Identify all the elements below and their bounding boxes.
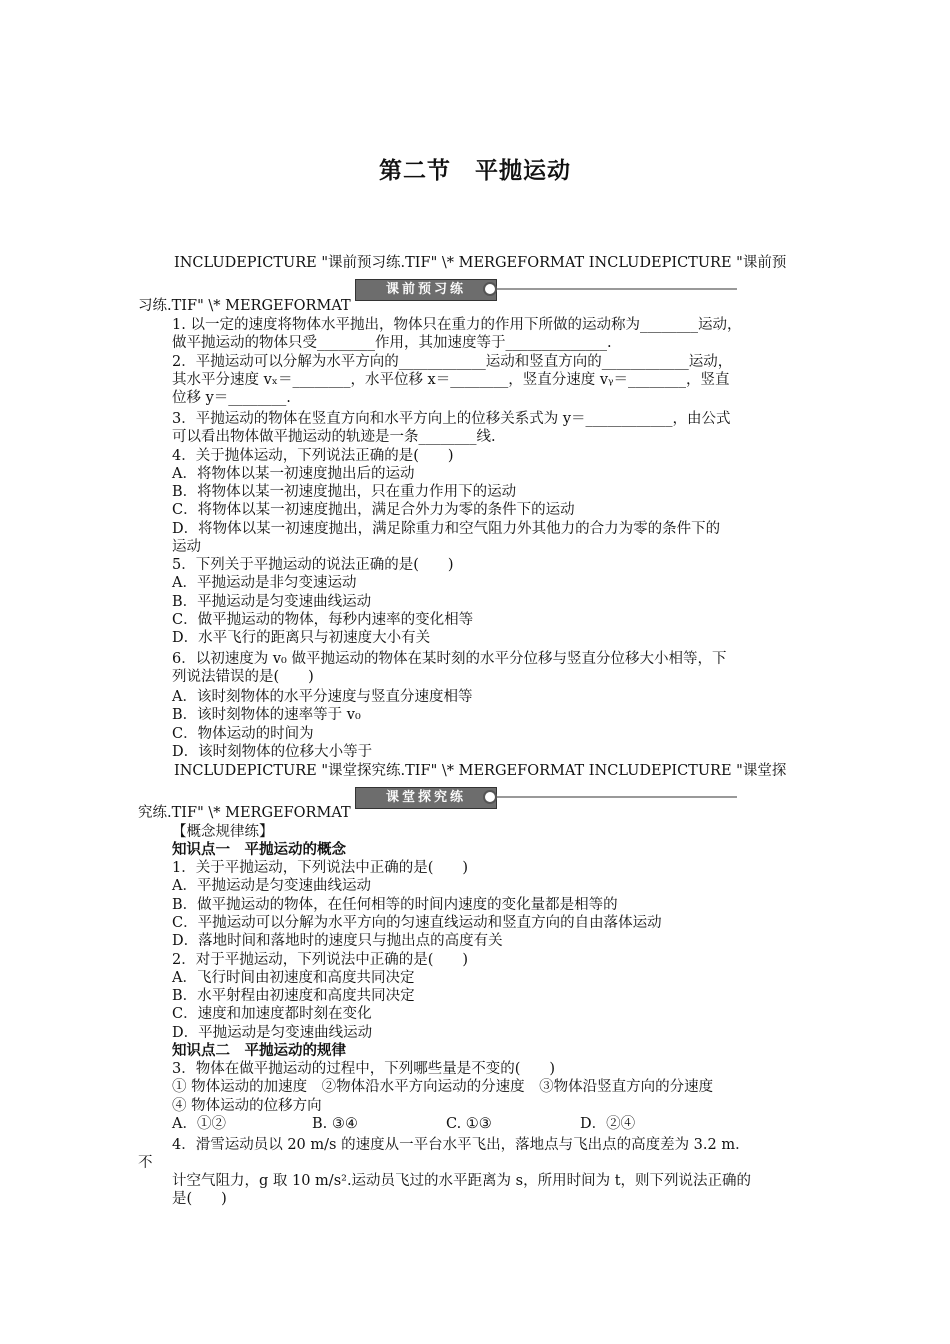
banner-label: 课堂探究练	[355, 787, 497, 809]
text-line: 计空气阻力，g 取 10 m/s².运动员飞过的水平距离为 s，所用时间为 t，则下列说法正确的	[172, 1173, 752, 1189]
text-line: 1. 以一定的速度将物体水平抛出，物体只在重力的作用下所做的运动称为________运动，	[172, 317, 742, 333]
text-line: 3．平抛运动的物体在竖直方向和水平方向上的位移关系式为 y＝____________，由公式	[172, 411, 731, 427]
text-line: ④ 物体运动的位移方向	[172, 1098, 322, 1114]
option: D．平抛运动是匀变速曲线运动	[172, 1025, 373, 1041]
option: 运动	[172, 539, 201, 555]
include-field-line: INCLUDEPICTURE "课堂探究练.TIF" \* MERGEFORMAT INCLUDEPICTURE "课堂探	[174, 763, 787, 779]
option: D．该时刻物体的位移大小等于	[172, 744, 373, 760]
include-field-line: INCLUDEPICTURE "课前预习练.TIF" \* MERGEFORMAT INCLUDEPICTURE "课前预	[174, 255, 787, 271]
option: B．做平抛运动的物体，在任何相等的时间内速度的变化量都是相等的	[172, 897, 618, 913]
option: A．飞行时间由初速度和高度共同决定	[172, 970, 415, 986]
text-line: 是( )	[172, 1191, 227, 1207]
option: C．平抛运动可以分解为水平方向的匀速直线运动和竖直方向的自由落体运动	[172, 915, 662, 931]
question: 6．以初速度为 v₀ 做平抛运动的物体在某时刻的水平分位移与竖直分位移大小相等，下	[172, 651, 727, 667]
question: 2．对于平抛运动，下列说法中正确的是( )	[172, 952, 469, 968]
page-title: 第二节 平抛运动	[379, 158, 571, 184]
question: 3．物体在做平抛运动的过程中，下列哪些量是不变的( )	[172, 1061, 556, 1077]
text-line: 2．平抛运动可以分解为水平方向的____________运动和竖直方向的____________运动，	[172, 354, 733, 370]
option: D．②④	[580, 1116, 636, 1132]
option: A．①②	[172, 1116, 226, 1132]
question: 4．关于抛体运动，下列说法正确的是( )	[172, 448, 454, 464]
question: 5．下列关于平抛运动的说法正确的是( )	[172, 557, 454, 573]
option: B. ③④	[312, 1116, 358, 1132]
include-field-line: 究练.TIF" \* MERGEFORMAT	[138, 805, 351, 821]
section-heading: 【概念规律练】	[172, 824, 274, 840]
option: D．水平飞行的距离只与初速度大小有关	[172, 630, 431, 646]
option: D．落地时间和落地时的速度只与抛出点的高度有关	[172, 933, 503, 949]
include-field-line: 习练.TIF" \* MERGEFORMAT	[138, 298, 351, 314]
divider	[497, 288, 737, 290]
text-line: 做平抛运动的物体只受________作用，其加速度等于______________.	[172, 335, 612, 351]
option: C．做平抛运动的物体，每秒内速率的变化相等	[172, 612, 474, 628]
text-line: 不	[138, 1155, 153, 1171]
option: B．水平射程由初速度和高度共同决定	[172, 988, 415, 1004]
text-line: ① 物体运动的加速度 ②物体沿水平方向运动的分速度 ③物体沿竖直方向的分速度	[172, 1079, 714, 1095]
text-line: 位移 y＝________.	[172, 390, 291, 406]
option: C．物体运动的时间为	[172, 726, 314, 742]
option: B．该时刻物体的速率等于 v₀	[172, 707, 361, 723]
option: C．将物体以某一初速度抛出，满足合外力为零的条件下的运动	[172, 502, 575, 518]
option: A．平抛运动是匀变速曲线运动	[172, 878, 371, 894]
knowledge-point-heading: 知识点二 平抛运动的规律	[172, 1042, 346, 1059]
option: C．速度和加速度都时刻在变化	[172, 1006, 372, 1022]
bullet-icon	[483, 790, 497, 804]
knowledge-point-heading: 知识点一 平抛运动的概念	[172, 841, 346, 858]
bullet-icon	[483, 282, 497, 296]
text-line: 其水平分速度 vₓ＝________，水平位移 x＝________，竖直分速度 vᵧ＝________，竖直	[172, 372, 730, 388]
option: A．将物体以某一初速度抛出后的运动	[172, 466, 415, 482]
question: 列说法错误的是( )	[172, 669, 314, 685]
text-line: 可以看出物体做平抛运动的轨迹是一条________线.	[172, 429, 496, 445]
option: C. ①③	[446, 1116, 492, 1132]
option: D．将物体以某一初速度抛出，满足除重力和空气阻力外其他力的合力为零的条件下的	[172, 521, 721, 537]
question: 4．滑雪运动员以 20 m/s 的速度从一平台水平飞出，落地点与飞出点的高度差为 3.2 m．	[172, 1137, 750, 1153]
question: 1．关于平抛运动，下列说法中正确的是( )	[172, 860, 469, 876]
option: A．该时刻物体的水平分速度与竖直分速度相等	[172, 689, 473, 705]
option: B．平抛运动是匀变速曲线运动	[172, 594, 372, 610]
banner-label: 课前预习练	[355, 279, 497, 301]
divider	[497, 796, 737, 798]
option: A．平抛运动是非匀变速运动	[172, 575, 357, 591]
option: B．将物体以某一初速度抛出，只在重力作用下的运动	[172, 484, 517, 500]
